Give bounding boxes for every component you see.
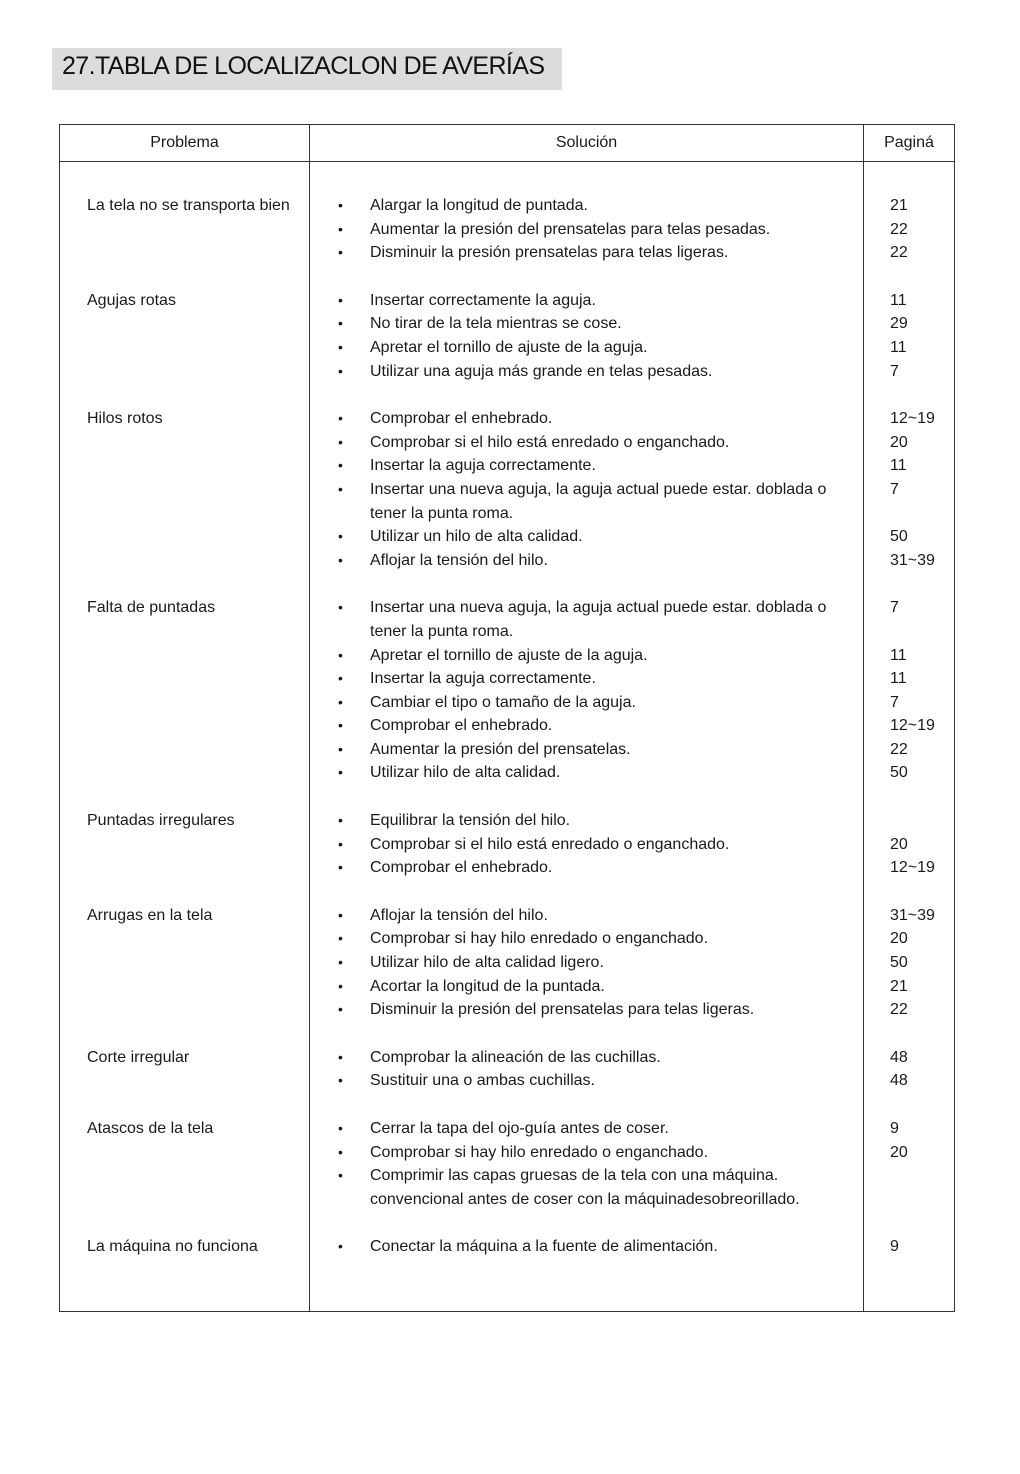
problem-cell: Puntadas irregulares — [60, 809, 310, 904]
solution-item: • No tirar de la tela mientras se cose. — [338, 312, 863, 336]
page-number: 50 — [890, 528, 908, 546]
page-number: 48 — [890, 1048, 908, 1066]
table-end-row — [60, 1283, 955, 1312]
page-number: 20 — [890, 433, 908, 451]
solution-item: • Acortar la longitud de la puntada. — [338, 975, 863, 999]
troubleshooting-table — [59, 124, 955, 1312]
solution-item: • Utilizar una aguja más grande en telas pesadas. — [338, 360, 863, 384]
page-number: 22 — [890, 244, 908, 262]
page-number: 11 — [890, 670, 907, 688]
solution-cell — [310, 1046, 864, 1117]
page-number: 9 — [890, 1120, 899, 1137]
solution-list — [310, 289, 863, 383]
solution-item: • Apretar el tornillo de ajuste de la aguja. — [338, 644, 863, 668]
solution-item: • Insertar una nueva aguja, la aguja actual puede estar. doblada o tener la punta roma. — [338, 478, 863, 525]
solution-item: • Disminuir la presión del prensatelas para telas ligeras. — [338, 998, 863, 1022]
page-number: 29 — [890, 315, 908, 333]
table-header-row — [60, 125, 955, 162]
solution-item: • Alargar la longitud de puntada. — [338, 194, 863, 218]
solution-item: • Disminuir la presión prensatelas para telas ligeras. — [338, 241, 863, 265]
solution-list — [310, 596, 863, 785]
table-body — [60, 162, 955, 1312]
page-number: 7 — [890, 599, 899, 617]
page-number: 31~39 — [890, 906, 935, 924]
table-row — [60, 904, 955, 1046]
header-solution: Solución — [310, 125, 864, 162]
solution-list — [310, 1235, 863, 1259]
solution-list — [310, 809, 863, 880]
page-number: 7 — [890, 693, 899, 711]
problem-cell: Corte irregular — [60, 1046, 310, 1117]
solution-cell — [310, 1117, 864, 1235]
page-number: 20 — [890, 835, 908, 853]
solution-item: • Comprobar la alineación de las cuchillas. — [338, 1046, 863, 1070]
page-cell — [864, 904, 955, 1046]
page-number: 22 — [890, 220, 908, 238]
page-number — [890, 620, 954, 644]
solution-item: • Comprobar si el hilo está enredado o enganchado. — [338, 431, 863, 455]
page-number: 7 — [890, 362, 899, 380]
page-title: 27.TABLA DE LOCALIZACLON DE AVERÍAS — [62, 52, 545, 80]
solution-cell — [310, 289, 864, 407]
solution-list — [310, 1117, 863, 1211]
page-number: 7 — [890, 480, 899, 498]
solution-item: • Sustituir una o ambas cuchillas. — [338, 1069, 863, 1093]
page-number: 11 — [890, 338, 907, 356]
page-number — [890, 809, 954, 833]
table-row — [60, 289, 955, 407]
solution-item: • Utilizar hilo de alta calidad. — [338, 761, 863, 785]
table-row — [60, 407, 955, 596]
page-number: 20 — [890, 930, 908, 948]
page-number: 11 — [890, 291, 907, 309]
solution-item: • Insertar la aguja correctamente. — [338, 667, 863, 691]
page-number: 31~39 — [890, 551, 935, 569]
solution-item: • Equilibrar la tensión del hilo. — [338, 809, 863, 833]
solution-item: • Aumentar la presión del prensatelas para telas pesadas. — [338, 218, 863, 242]
solution-item: • Insertar una nueva aguja, la aguja actual puede estar. doblada o tener la punta roma. — [338, 596, 863, 643]
header-page: Paginá — [864, 125, 955, 162]
page-number: 48 — [890, 1072, 908, 1090]
problem-cell: Agujas rotas — [60, 289, 310, 407]
page-number: 20 — [890, 1143, 908, 1161]
table-spacer-row — [60, 162, 955, 195]
solution-item: • Utilizar un hilo de alta calidad. — [338, 525, 863, 549]
solution-cell — [310, 1235, 864, 1283]
page-number — [890, 502, 954, 526]
problem-cell: Arrugas en la tela — [60, 904, 310, 1046]
problem-cell: La máquina no funciona — [60, 1235, 310, 1283]
page-number: 50 — [890, 764, 908, 782]
page-cell — [864, 596, 955, 809]
page-number: 12~19 — [890, 410, 935, 428]
solution-item: • Aumentar la presión del prensatelas. — [338, 738, 863, 762]
solution-list — [310, 904, 863, 1022]
page-cell — [864, 289, 955, 407]
page-cell — [864, 1046, 955, 1117]
solution-item: • Insertar correctamente la aguja. — [338, 289, 863, 313]
solution-item: • Comprobar el enhebrado. — [338, 714, 863, 738]
table-row — [60, 596, 955, 809]
page-number: 11 — [890, 457, 907, 475]
solution-cell — [310, 596, 864, 809]
solution-cell — [310, 904, 864, 1046]
solution-cell — [310, 809, 864, 904]
solution-item: • Apretar el tornillo de ajuste de la aguja. — [338, 336, 863, 360]
header-problem: Problema — [60, 125, 310, 162]
page-number: 50 — [890, 954, 908, 972]
page-cell — [864, 407, 955, 596]
solution-cell — [310, 407, 864, 596]
solution-list — [310, 194, 863, 265]
table-row — [60, 194, 955, 289]
solution-item: • Comprobar si hay hilo enredado o enganchado. — [338, 1141, 863, 1165]
solution-cell — [310, 194, 864, 289]
solution-item: • Cambiar el tipo o tamaño de la aguja. — [338, 691, 863, 715]
solution-item: • Aflojar la tensión del hilo. — [338, 904, 863, 928]
page-number: 9 — [890, 1238, 899, 1256]
problem-cell: Atascos de la tela — [60, 1117, 310, 1235]
solution-list — [310, 1046, 863, 1093]
solution-item: • Comprobar el enhebrado. — [338, 856, 863, 880]
page-cell — [864, 1117, 955, 1235]
solution-item: • Comprimir las capas gruesas de la tela con una máquina. convencional antes de coser con la máquinadesobreorillado. — [338, 1164, 863, 1211]
table-row — [60, 1046, 955, 1117]
page-number: 21 — [890, 977, 908, 995]
table-row — [60, 809, 955, 904]
page-number: 22 — [890, 1001, 908, 1019]
table-row — [60, 1117, 955, 1235]
page-cell — [864, 194, 955, 289]
page-cell — [864, 1235, 955, 1283]
solution-item: • Comprobar si hay hilo enredado o enganchado. — [338, 927, 863, 951]
problem-cell: La tela no se transporta bien — [60, 194, 310, 289]
solution-item: • Cerrar la tapa del ojo-guía antes de coser. — [338, 1117, 863, 1141]
page-number: 12~19 — [890, 717, 935, 735]
solution-list — [310, 407, 863, 572]
solution-item: • Insertar la aguja correctamente. — [338, 454, 863, 478]
solution-item: • Comprobar el enhebrado. — [338, 407, 863, 431]
page-number: 21 — [890, 197, 908, 214]
solution-item: • Conectar la máquina a la fuente de alimentación. — [338, 1235, 863, 1259]
solution-item: • Aflojar la tensión del hilo. — [338, 549, 863, 573]
page-number: 11 — [890, 646, 907, 664]
table-row — [60, 1235, 955, 1283]
page-cell — [864, 809, 955, 904]
page-number: 22 — [890, 740, 908, 758]
solution-item: • Utilizar hilo de alta calidad ligero. — [338, 951, 863, 975]
page-number: 12~19 — [890, 859, 935, 877]
problem-cell: Hilos rotos — [60, 407, 310, 596]
solution-item: • Comprobar si el hilo está enredado o enganchado. — [338, 833, 863, 857]
problem-cell: Falta de puntadas — [60, 596, 310, 809]
